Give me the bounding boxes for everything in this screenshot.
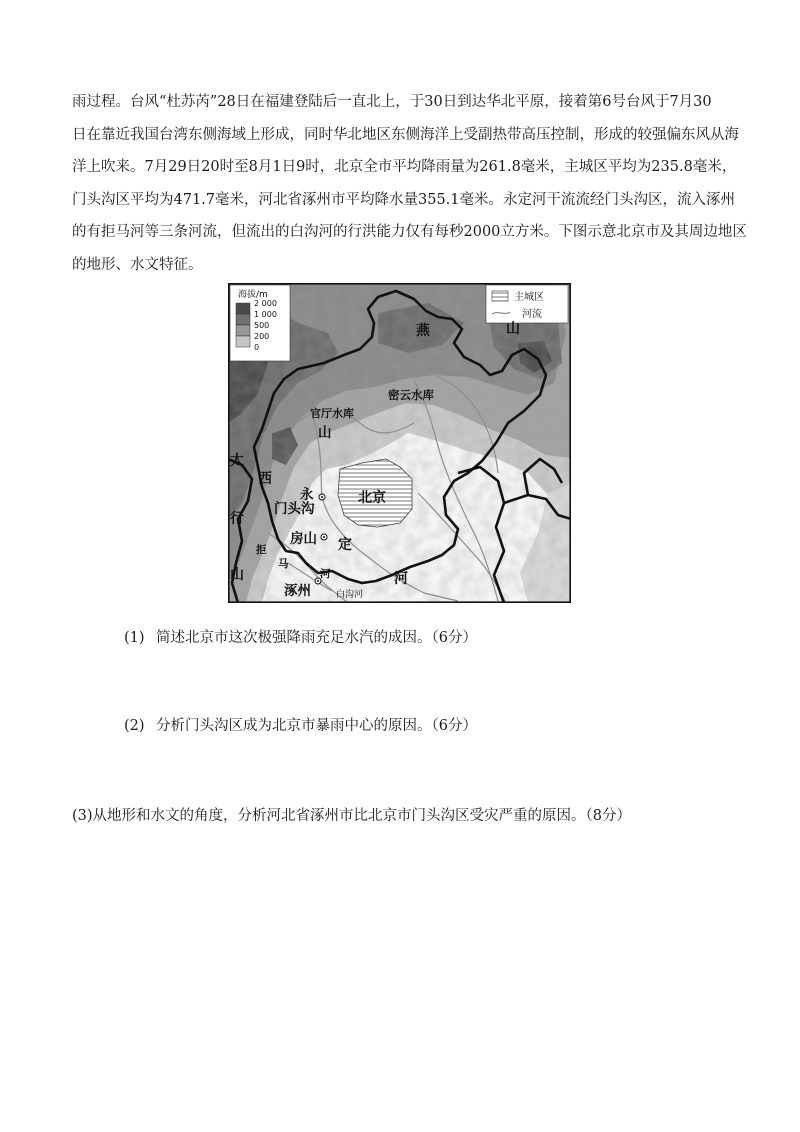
label-ding: 定 [338, 537, 352, 553]
question-text: 从地形和水文的角度，分析河北省涿州市比北京市门头沟区受灾严重的原因。（8分） [92, 808, 632, 824]
elevation-swatch [236, 314, 250, 325]
river-legend-label: 河流 [522, 309, 542, 320]
label-mentougou: 门头沟 [274, 501, 315, 517]
question-number: (3) [72, 808, 93, 824]
label-hang: 行 [230, 511, 244, 527]
label-shan-mid: 山 [318, 425, 332, 441]
elevation-swatch [236, 303, 250, 314]
label-xi: 西 [258, 471, 272, 487]
passage-line: 洋上吹来。7月29日20时至8月1日9时，北京全市平均降雨量为261.8毫米，主城区平均为235.8毫米， [72, 159, 737, 175]
passage-text [72, 86, 747, 281]
label-he-yongding: 河 [394, 571, 408, 587]
label-tai: 太 [230, 453, 244, 469]
question-number: (2) [124, 718, 145, 734]
label-zhuozhou: 涿州 [284, 583, 311, 599]
label-ma: 马 [278, 558, 289, 570]
elevation-level-label: 200 [254, 332, 270, 341]
urban-area-legend-label: 主城区 [514, 292, 544, 303]
question-2 [124, 716, 477, 736]
elevation-level-label: 0 [254, 343, 260, 352]
question-number: (1) [124, 630, 145, 646]
label-yan: 燕 [416, 323, 430, 339]
elevation-legend-title: 海拔/m [238, 290, 268, 300]
passage-line: 雨过程。台风“杜苏芮”28日在福建登陆后一直北上，于30日到达华北平原，接着第6号台风于7月30 [72, 94, 712, 110]
label-beijing: 北京 [358, 490, 386, 506]
passage-line: 的地形、水文特征。 [72, 256, 203, 273]
label-shan-ne: 山 [506, 321, 520, 337]
elevation-swatch [236, 325, 250, 336]
question-1 [124, 628, 477, 648]
question-3 [72, 806, 631, 826]
feature-legend [486, 285, 568, 323]
label-miyun-reservoir: 密云水库 [388, 388, 434, 402]
label-he-juma: 河 [320, 568, 331, 580]
passage-line: 门头沟区平均为471.7毫米，河北省涿州市平均降水量355.1毫米。永定河干流流经门头沟区，流入涿州 [72, 191, 736, 208]
label-guanting-reservoir: 官厅水库 [310, 407, 354, 420]
elevation-level-label: 2 000 [254, 299, 277, 308]
passage-line: 的有拒马河等三条河流，但流出的白沟河的行洪能力仅有每秒2000立方米。下图示意北京市及其周边地区 [72, 224, 747, 240]
label-fangshan: 房山 [290, 531, 317, 547]
label-ju: 拒 [256, 544, 267, 556]
question-text: 分析门头沟区成为北京市暴雨中心的原因。（6分） [156, 718, 477, 734]
beijing-terrain-map [228, 283, 571, 603]
elevation-swatch [236, 336, 250, 347]
passage-line: 日在靠近我国台湾东侧海域上形成，同时华北地区东侧海洋上受副热带高压控制，形成的较强偏东风从海 [72, 126, 739, 143]
elevation-level-label: 1 000 [254, 310, 277, 319]
label-shan-w: 山 [230, 567, 244, 583]
urban-area-swatch [492, 291, 508, 301]
elevation-level-label: 500 [254, 321, 270, 330]
label-baigou-river: 白沟河 [336, 590, 364, 600]
question-text: 简述北京市这次极强降雨充足水汽的成因。（6分） [156, 630, 477, 646]
label-yong: 永 [300, 487, 314, 503]
elevation-legend [230, 285, 290, 361]
